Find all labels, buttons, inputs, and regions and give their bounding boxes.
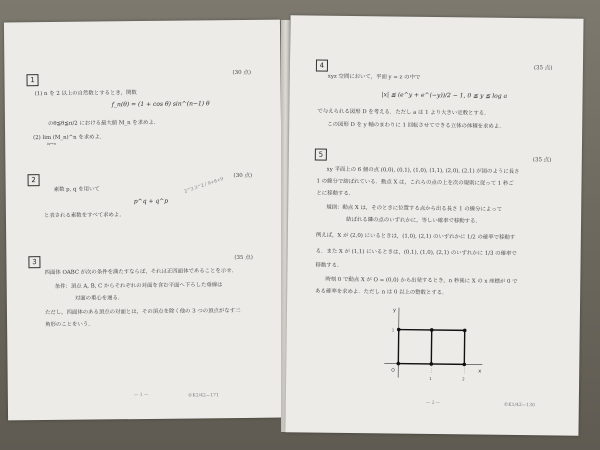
left-page-number: — 1 — [133, 392, 149, 399]
tick-x-1: 1 [429, 375, 432, 381]
q5-line-8: 移動する. [315, 262, 339, 269]
q5-line-2: 1 の線分で結ばれている．動点 X は，これらの点の上を次の規則に従って 1 秒ご [316, 178, 514, 187]
q3-line-4: ただし，四面体のある頂点の対面とは，その頂点を除く他の 3 つの頂点がなす三 [44, 307, 241, 317]
lattice-graph [378, 301, 489, 382]
node-1-1 [430, 328, 434, 332]
q3-line-3: 対面の重心を通る. [74, 295, 120, 302]
question-4-points: (35 点) [533, 65, 553, 72]
q3-line-1: 四面体 OABC が次の条件を満たすならば，それは正四面体であることを示せ. [44, 268, 234, 277]
left-page [4, 20, 284, 421]
x-axis-label: x [478, 368, 482, 375]
node-0-0 [396, 362, 400, 366]
node-1-0 [429, 362, 433, 366]
tick-x-2: 2 [462, 376, 465, 382]
question-3-points: (35 点) [234, 254, 253, 262]
q4-line-3: この図形 D を y 軸のまわりに 1 回転させてできる立体の体積を求めよ. [327, 121, 501, 130]
right-page-number: — 2 — [425, 400, 441, 407]
tick-y-1: 1 [391, 327, 395, 333]
y-axis-label: y [392, 307, 396, 314]
q5-line-7: る．また X が (1,1) にいるときは，(0,1), (1,0), (2,1) のいずれかに 1/3 の確率で [315, 248, 517, 258]
question-1-points: (30 点) [232, 69, 252, 77]
q2-scribble: 2^3 3^2 / 9+8+9 [183, 176, 225, 195]
q2-line-2: と表される素数をすべて求めよ. [43, 212, 122, 220]
right-footer-code: ©K1/42—130 [503, 402, 535, 409]
question-1-number: 1 [26, 74, 38, 86]
q5-line-9: 時刻 0 で動点 X が O = (0,0) から出発するとき，n 秒後に X の x 座標が 0 で [325, 276, 518, 286]
q4-line-2: で与えられる図形 D を考える．ただし a は 1 より大きい定数とする. [317, 108, 486, 117]
question-5-points: (35 点) [532, 157, 552, 164]
q1-line-2: のθ≦θ≦π/2 における最大値 M_n を求めよ. [47, 119, 156, 127]
q3-line-2: 条件：頂点 A, B, C からそれぞれの対面を含む平面へ下ろした垂線は [54, 282, 223, 290]
left-footer-code: ©K1/42—171 [187, 393, 219, 399]
node-0-1 [397, 328, 401, 332]
node-2-1 [463, 329, 467, 333]
q3-line-5: 角形のことをいう. [45, 321, 90, 329]
right-page [285, 15, 583, 436]
q4-formula: |x| ≦ (e^y + e^(−y))/2 − 1, 0 ≦ y ≦ log a [381, 91, 508, 100]
q2-line-1: 素数 p, q を用いて [53, 186, 100, 193]
q4-line-1: xyz 空間において，平面 y = z の中で [327, 73, 421, 81]
origin-label: O [391, 368, 395, 374]
question-5-number: 5 [315, 149, 327, 161]
q1-line-3: (2) lim (M_n)^n を求めよ. [33, 134, 102, 142]
q1-limit-sub: n→∞ [47, 140, 57, 147]
question-4-number: 4 [316, 60, 328, 72]
q1-formula: f_n(θ) = (1 + cos θ) sin^(n−1) θ [111, 100, 210, 109]
node-2-0 [462, 363, 466, 367]
q5-line-4: 規則：動点 X は，そのときに位置する点から出る長さ 1 の線分によって [326, 204, 503, 213]
question-3-number: 3 [28, 256, 40, 268]
q1-line-1: (1) n を 2 以上の自然数とするとき，関数 [34, 90, 137, 98]
q5-line-6: 例えば，X が (2,0) にいるときは，(1,0), (2,1) のいずれかに 1/2 の確率で移動す [315, 232, 516, 241]
q5-line-1: xy 平面上の 6 個の点 (0,0), (0,1), (1,0), (1,1), (2,0), (2,1) が図のように長さ [326, 166, 520, 176]
question-2-points: (30 点) [233, 172, 253, 180]
question-2-number: 2 [28, 174, 40, 186]
q5-line-10: ある確率を求めよ．ただし n は 0 以上の整数とする. [315, 288, 444, 297]
q2-formula: p^q + q^p [133, 197, 169, 206]
q5-line-3: とに移動する. [316, 190, 351, 197]
q5-line-5: 結ばれる隣の点のいずれかに，等しい確率で移動する. [346, 216, 478, 225]
